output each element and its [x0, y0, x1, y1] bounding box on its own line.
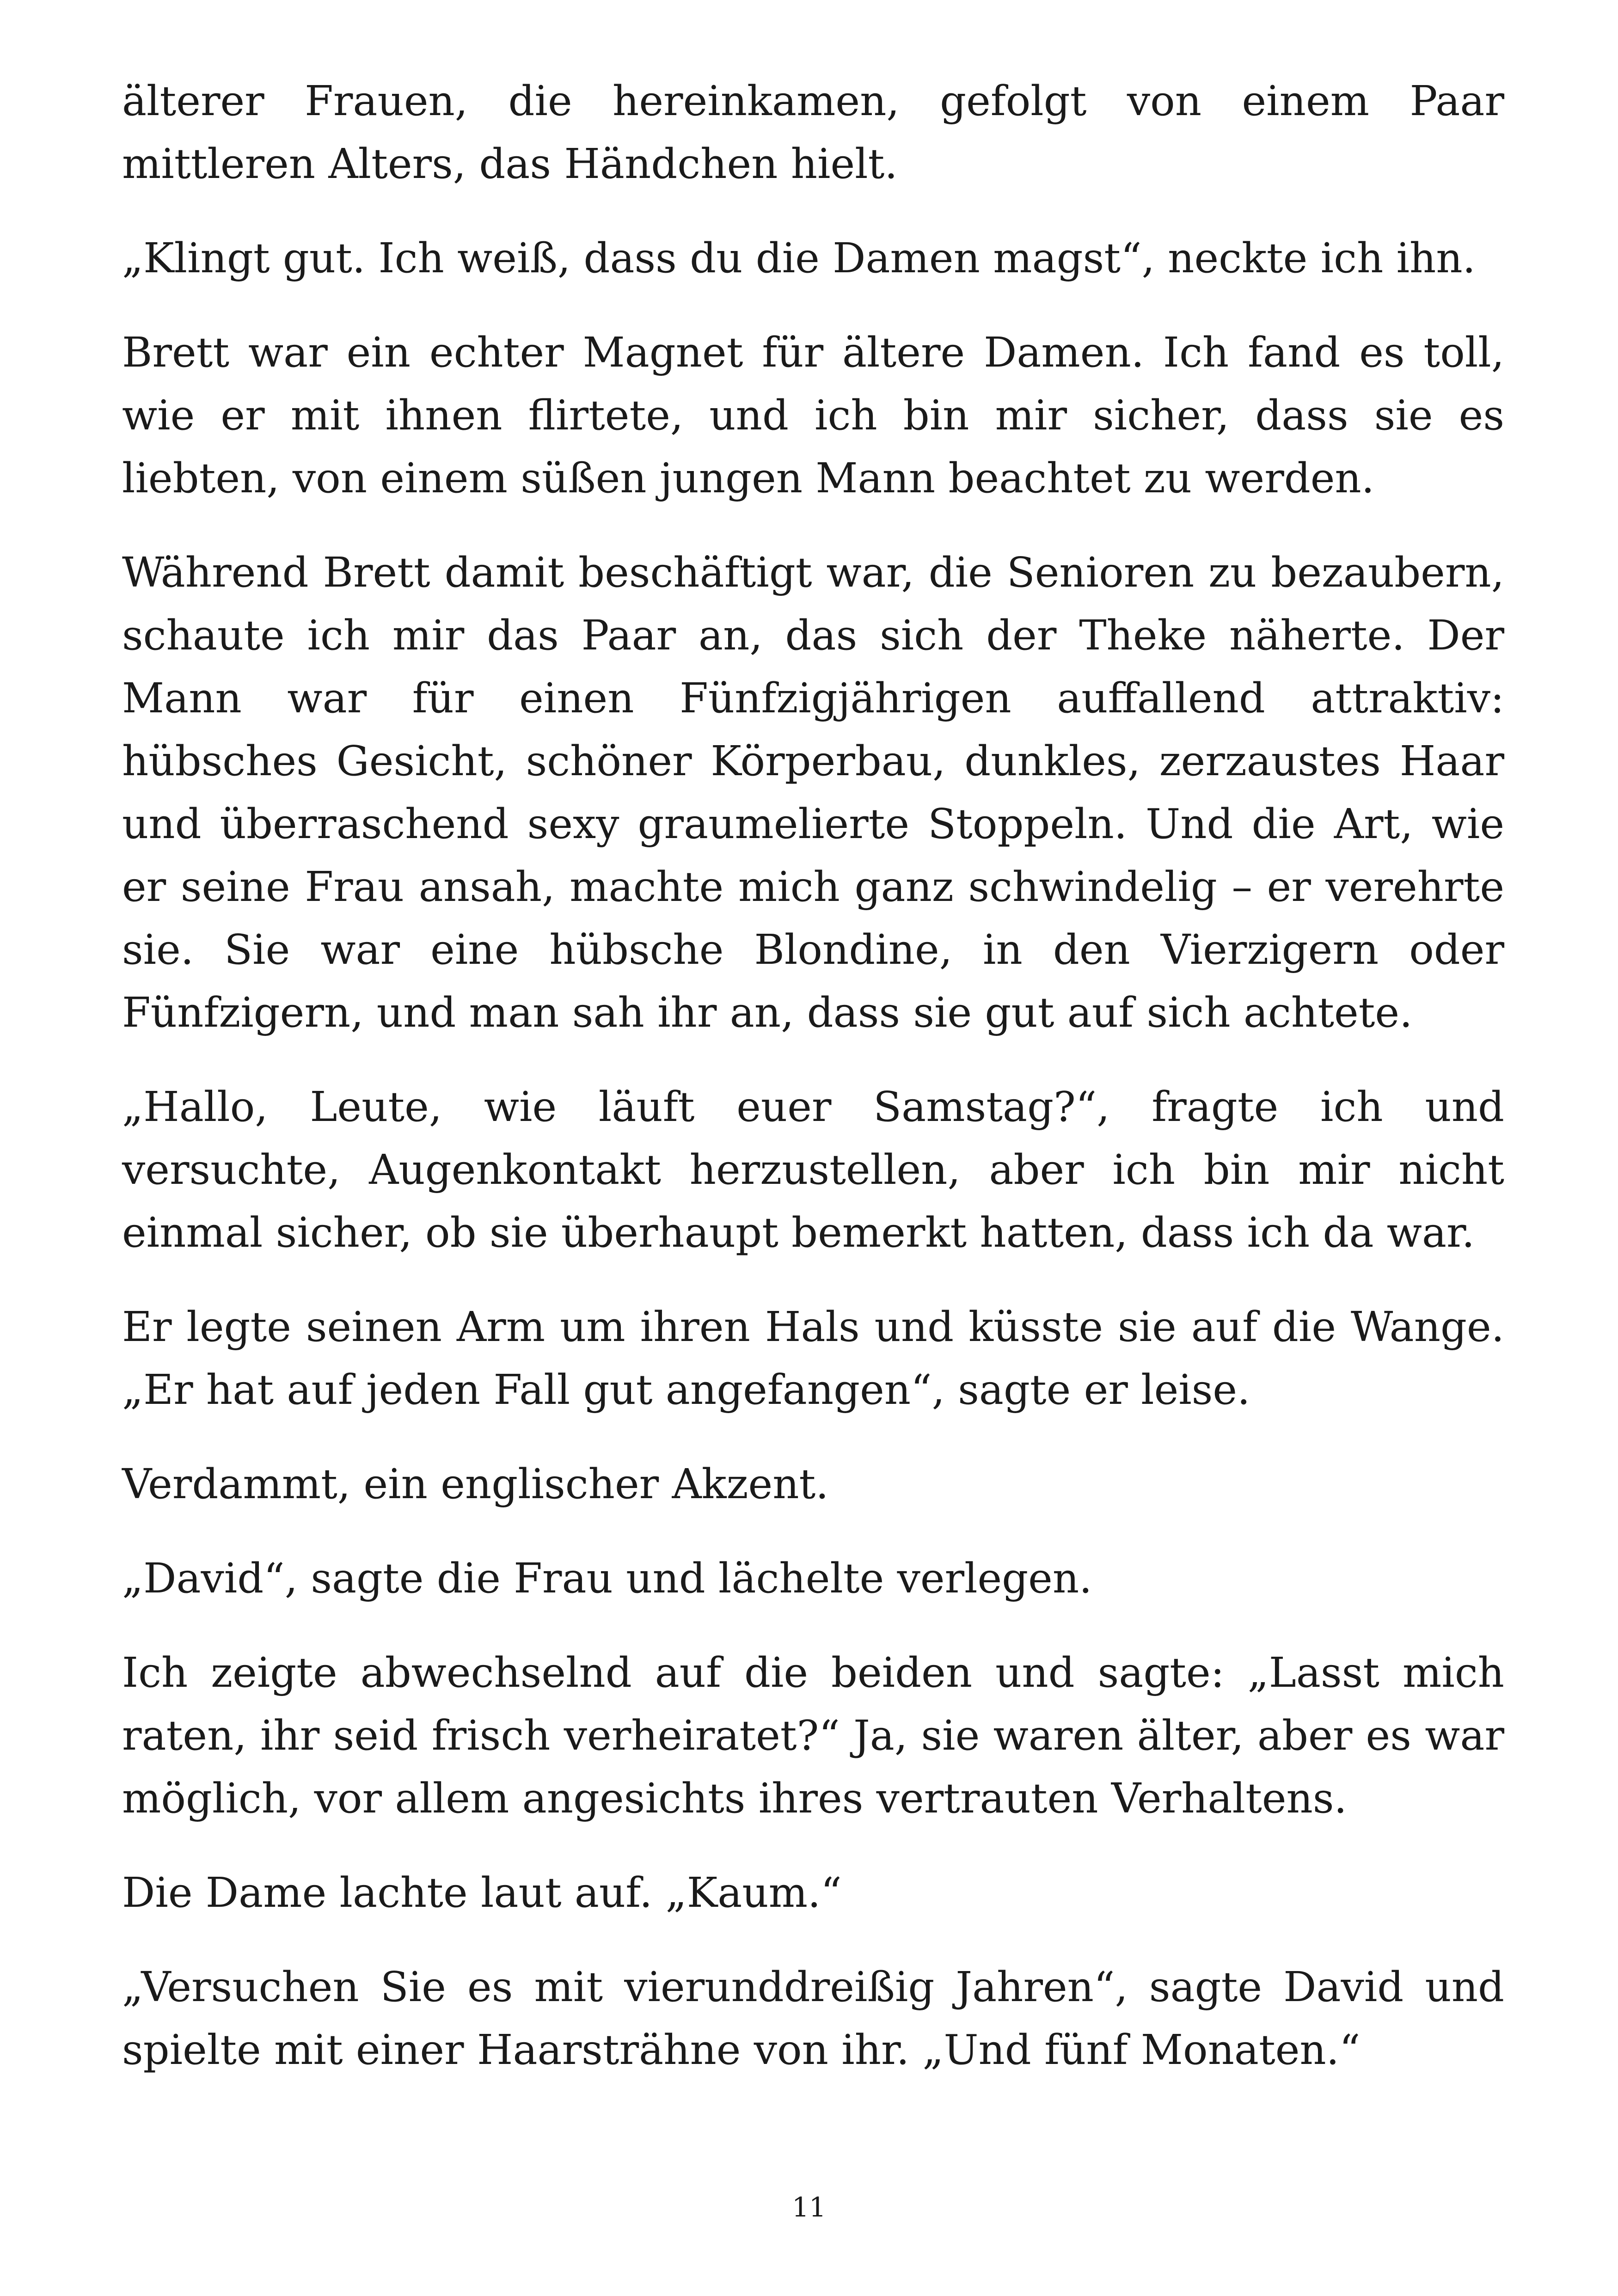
page-number: 11	[792, 2192, 826, 2223]
paragraph: Ich zeigte abwechselnd auf die beiden und sagte: „Lasst mich raten, ihr seid frisch verheiratet?“ Ja, sie waren älter, aber es war möglich, vor allem angesichts ihres vertrauten Verhaltens.	[122, 1648, 1504, 1822]
paragraph: Während Brett damit beschäftigt war, die Senioren zu bezaubern, schaute ich mir das Paar an, das sich der Theke näherte. Der Mann war für einen Fünfzigjährigen auffallend attraktiv: hübsches Gesicht, schöner Körperbau, dunkles, zerzaustes Haar und überraschend sexy graumelierte Stoppeln. Und die Art, wie er seine Frau ansah, machte mich ganz schwindelig – er verehrte sie. Sie war eine hübsche Blondine, in den Vierzigern oder Fünfzigern, und man sah ihr an, dass sie gut auf sich achtete.	[122, 548, 1504, 1036]
paragraph: „Hallo, Leute, wie läuft euer Samstag?“, fragte ich und versuchte, Augenkontakt herzustellen, aber ich bin mir nicht einmal sicher, ob sie überhaupt bemerkt hatten, dass ich da war.	[122, 1083, 1504, 1256]
paragraph: „Klingt gut. Ich weiß, dass du die Damen magst“, neckte ich ihn.	[122, 234, 1476, 282]
paragraph: Die Dame lachte laut auf. „Kaum.“	[122, 1868, 842, 1916]
paragraph: „David“, sagte die Frau und lächelte verlegen.	[122, 1554, 1092, 1602]
paragraph: „Versuchen Sie es mit vierunddreißig Jahren“, sagte David und spielte mit einer Haarsträhne von ihr. „Und fünf Monaten.“	[122, 1963, 1504, 2074]
paragraph: älterer Frauen, die hereinkamen, gefolgt von einem Paar mittleren Alters, das Händchen hielt.	[122, 77, 1504, 188]
paragraph: Er legte seinen Arm um ihren Hals und küsste sie auf die Wange. „Er hat auf jeden Fall gut angefangen“, sagte er leise.	[122, 1303, 1504, 1414]
body-text	[122, 69, 1504, 2112]
paragraph: Brett war ein echter Magnet für ältere Damen. Ich fand es toll, wie er mit ihnen flirtete, und ich bin mir sicher, dass sie es liebten, von einem süßen jungen Mann beachtet zu werden.	[122, 328, 1504, 502]
paragraph: Verdammt, ein englischer Akzent.	[122, 1460, 829, 1508]
